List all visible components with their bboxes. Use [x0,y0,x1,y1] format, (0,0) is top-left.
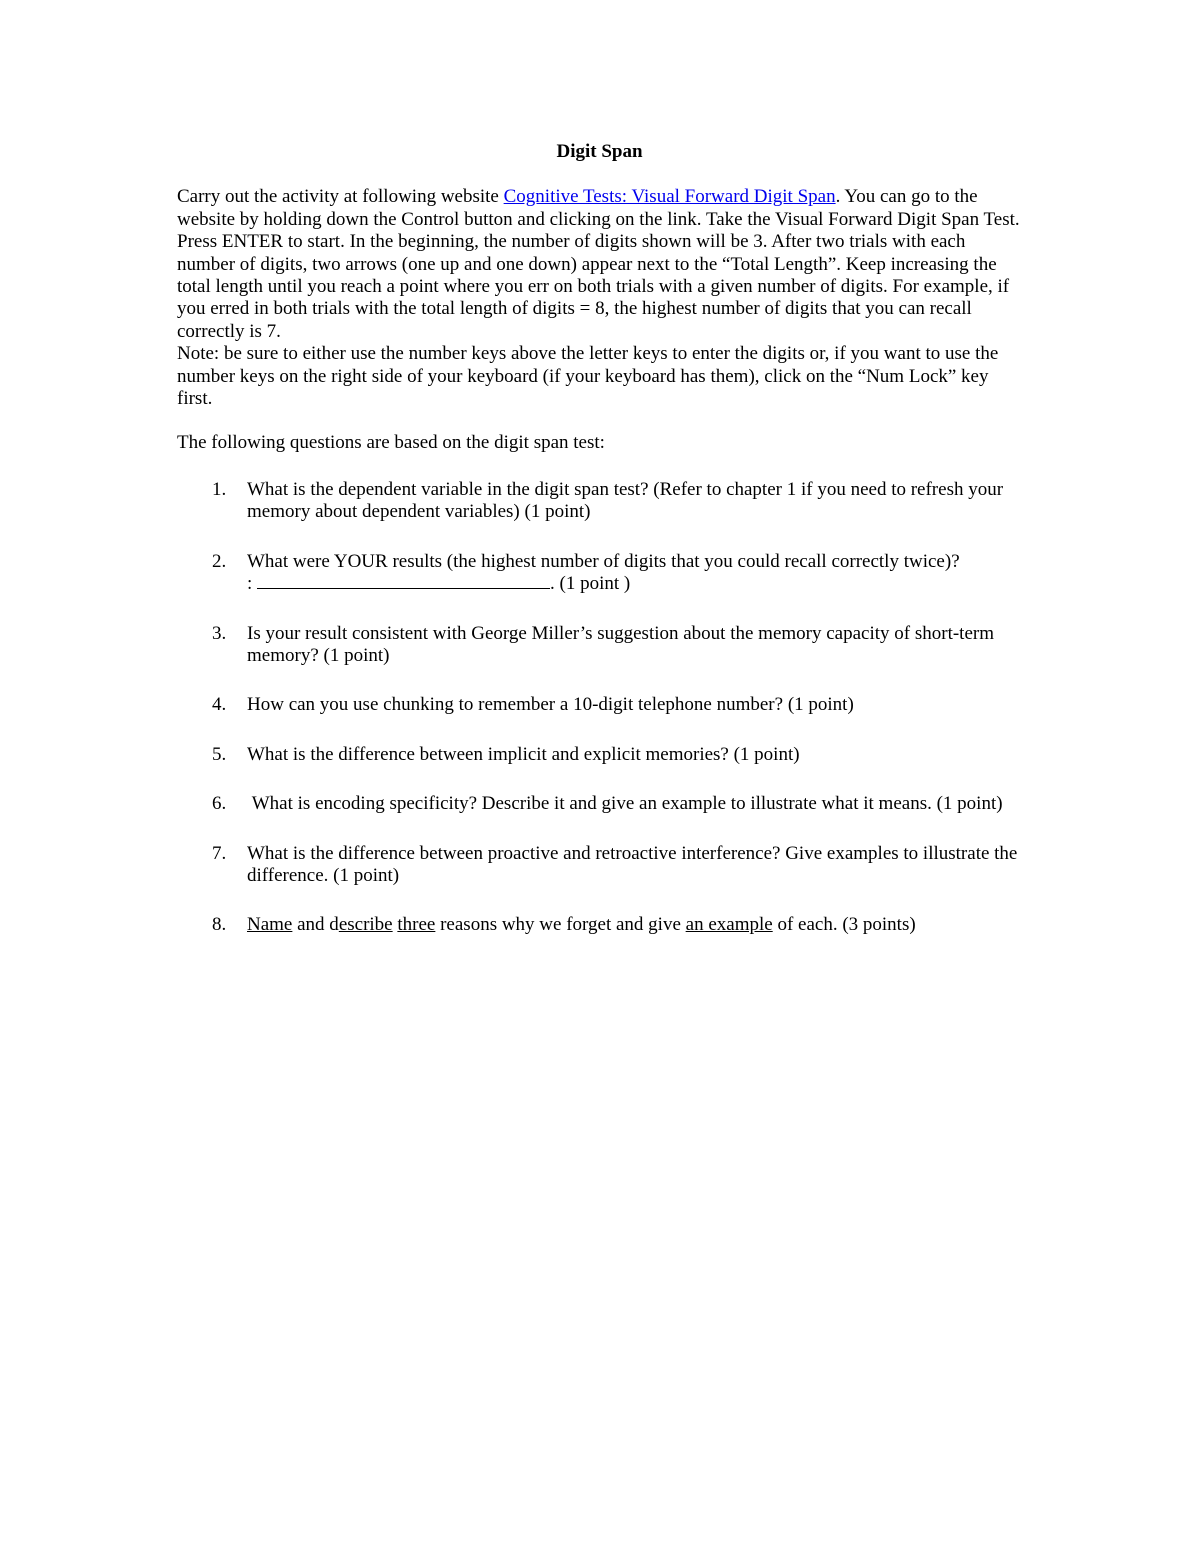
questions-intro: The following questions are based on the digit span test: [177,432,605,454]
question-number: 4. [212,694,227,716]
intro-text-after-link: . You can go to the website by holding down the Control button and clicking on the link. Take the Visual Forward Digit Span Test. Press ENTER to start. In the beginning, the number of digits shown will be 3. After two trials with each number of digits, two arrows (one up and one down) appear next to the “Total Length”. Keep increasing the total length until you reach a point where you err on both trials with a given number of digits. For example, if you erred in both trials with the total length of digits = 8, the highest number of digits that you can recall correctly is 7. [177,186,1020,342]
intro-paragraph [177,186,1022,343]
underlined-describe: escribe [338,914,393,936]
question-text: What is the dependent variable in the digit span test? (Refer to chapter 1 if you need to refresh your memory about dependent variables) (1 point) [247,478,1004,523]
question-text-fragment: of each. (3 points) [772,914,916,936]
note-paragraph: Note: be sure to either use the number keys above the letter keys to enter the digits or, if you want to use the number keys on the right side of your keyboard (if your keyboard has them), click on the “Num Lock” key first. [177,343,999,410]
question-item [177,914,1022,936]
questions-list [177,479,1022,937]
question-text-fragment: reasons why we forget and give [435,914,686,936]
question-text [247,914,916,935]
question-text-fragment: and d [292,914,339,936]
question-number: 8. [212,914,227,936]
question-text: What is the difference between proactive and retroactive interference? Give examples to illustrate the difference. (1 point) [247,842,1018,886]
question-number: 7. [212,842,227,864]
question-number: 3. [212,622,227,644]
intro-text-before-link: Carry out the activity at following website [177,186,504,208]
digit-span-test-link[interactable]: Cognitive Tests: Visual Forward Digit Span [503,186,836,208]
answer-prefix: : [247,573,258,595]
question-text: What were YOUR results (the highest number of digits that you could recall correctly twice)? [247,550,960,572]
answer-blank-line[interactable] [257,573,550,589]
question-text: Is your result consistent with George Miller’s suggestion about the memory capacity of short-term memory? (1 point) [247,622,995,666]
question-number: 2. [212,550,227,572]
question-item [177,843,1022,888]
question-item [177,744,1022,766]
answer-suffix: . (1 point ) [550,573,631,595]
question-text: What is the difference between implicit and explicit memories? (1 point) [247,743,800,765]
question-item [177,623,1022,668]
question-item [177,694,1022,716]
underlined-an-example: an example [685,914,773,936]
underlined-three: three [397,914,436,936]
question-item [177,793,1022,815]
underlined-name: Name [247,914,293,936]
question-text: What is encoding specificity? Describe it and give an example to illustrate what it means. (1 point) [247,793,1003,815]
question-number: 5. [212,743,227,765]
document-title: Digit Span [556,141,643,162]
question-item [177,479,1022,524]
paragraph-gap [177,410,1022,432]
question-number: 6. [212,793,227,815]
question-number: 1. [212,478,227,500]
document-page [177,141,1022,964]
question-text: How can you use chunking to remember a 10-digit telephone number? (1 point) [247,694,854,716]
question-item [177,551,1022,596]
